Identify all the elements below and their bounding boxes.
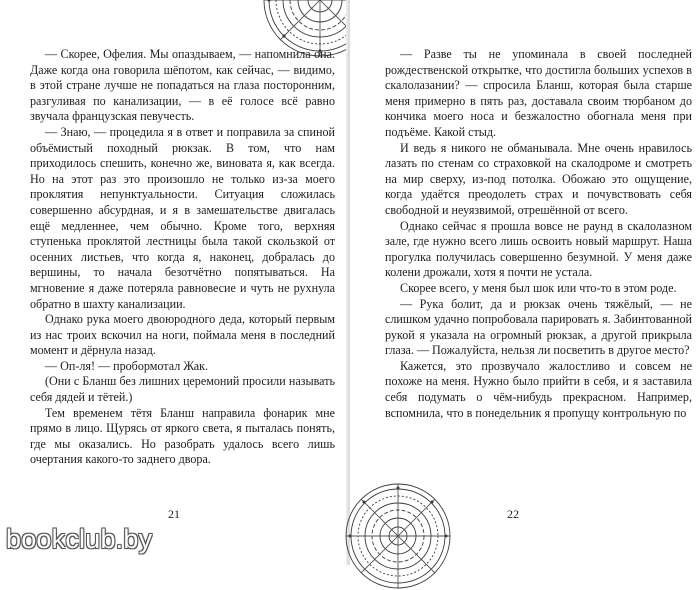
paragraph: — Разве ты не упоминала в своей последней рождественской открытке, что достигла больших успехов в скалолазании? — спросила Бланш, которая была старше меня примерно в пять раз, доставала своим тюрбаном до кончика моего носа и безжалостно обогнала меня при подъёме. Какой стыд. (385, 47, 692, 139)
paragraph: — Рука болит, да и рюкзак очень тяжёлый, — не слишком удачно попробовала парировать я. Забинтованной рукой я указала на огромный рюкзак, а другой прикрыла глаза. — Пожалуйста, нельзя ли посветить в другое место? (385, 296, 692, 358)
left-page-text (30, 47, 335, 468)
paragraph: Тем временем тётя Бланш направила фонарик мне прямо в лицо. Щурясь от яркого света, я пыталась понять, где мы оказались. Но разобрать удалось всего лишь очертания какого-то заднего двора. (30, 405, 335, 467)
paragraph: Скорее всего, у меня был шок или что-то в этом роде. (400, 280, 677, 295)
paragraph: Однако рука моего двоюродного деда, который первым из нас троих вскочил на ноги, поймала меня в последний момент и дёрнула назад. (30, 312, 335, 358)
page-number-left: 21 (168, 507, 180, 521)
page-number-right: 22 (507, 507, 519, 521)
paragraph: (Они с Бланш без лишних церемоний просили называть себя дядей и тётей.) (30, 374, 335, 405)
paragraph: Однако сейчас я прошла вовсе не раунд в скалолазном зале, где нужно всего лишь освоить новый маршрут. Наша прогулка получилась совершенно безумной. У меня даже колени дрожали, хотя я почти не устала. (385, 218, 692, 280)
right-page (350, 0, 700, 565)
paragraph: — Оп-ля! — пробормотал Жак. (45, 358, 209, 373)
right-page-text (385, 47, 692, 421)
watermark: bookclub.by (6, 524, 153, 554)
paragraph: Кажется, это прозвучало жалостливо и совсем не похоже на меня. Нужно было прийти в себя, и я заставила себя подумать о чём-нибудь прекрасном. Например, вспомнила, что в понедельник я пропущу контрольную по (385, 358, 692, 420)
paragraph: — Скорее, Офелия. Мы опаздываем, — напомнила она. Даже когда она говорила шёпотом, как сейчас, — видимо, в этой стране лучше не попадаться на глаза посторонним, разгуливая по канализации, — в её голосе всё равно звучала французская певучесть. (30, 47, 335, 124)
paragraph: И ведь я никого не обманывала. Мне очень нравилось лазать по стенам со страховкой на скалодроме и смотреть на мир сверху, из-под потолка. Обожаю это ощущение, когда удаётся преодолеть страх и почувствовать себя свободной и неуязвимой, отрешённой от всего. (385, 140, 692, 217)
left-page (0, 0, 348, 565)
paragraph: — Знаю, — процедила я в ответ и поправила за спиной объёмистый походный рюкзак. В том, что нам приходилось спешить, конечно же, виновата я, как всегда. Но на этот раз это произошло не только из-за моего проклятия непунктуальности. Ситуация сложилась совершенно абсурдная, и я в замешательстве двигалась ещё медленнее, чем обычно. Кроме того, верхняя ступенька проклятой лестницы была такой скользкой от осенних листьев, что когда я, наконец, добралась до вершины, то начала безотчётно попятываться. На мгновение я даже потеряла равновесие и чуть не рухнула обратно в шахту канализации. (30, 124, 335, 311)
circular-ornament-icon (344, 482, 452, 590)
